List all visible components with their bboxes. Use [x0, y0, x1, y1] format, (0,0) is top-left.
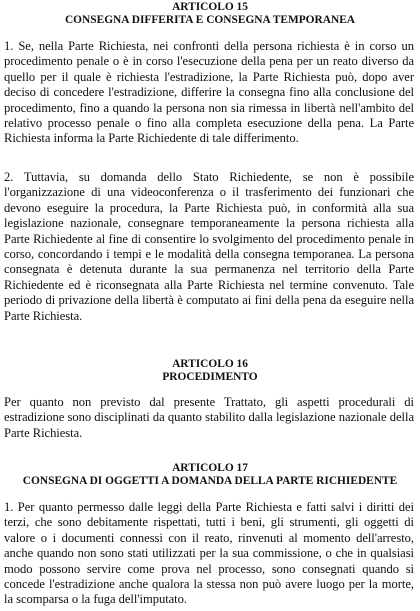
article-15-paragraph-1: 1. Se, nella Parte Richiesta, nei confronti della persona richiesta è in corso un procedimento penale o è in corso l'esecuzione della pena per un reato diverso da quello per il quale è richiesta l'estradizione, la Parte Richiesta può, dopo aver deciso di concedere l'estradizione, differire la consegna fino alla conclusione del procedimento, fino a quando la persona non sia rimessa in libertà nell'ambito del relativo processo penale o fino alla completa esecuzione della pena. La Parte Richiesta informa la Parte Richiedente di tale differimento.	[4, 39, 414, 146]
article-16-number: ARTICOLO 16	[172, 358, 248, 370]
article-16-paragraph-1: Per quanto non previsto dal presente Trattato, gli aspetti procedurali di estradizione sono disciplinati da quanto stabilito dalla legislazione nazionale della Parte Richiesta.	[4, 395, 414, 440]
article-17-number: ARTICOLO 17	[172, 462, 248, 474]
article-16-title: PROCEDIMENTO	[162, 371, 258, 383]
article-17-title: CONSEGNA DI OGGETTI A DOMANDA DELLA PARTE RICHIEDENTE	[22, 475, 398, 487]
article-15-number: ARTICOLO 15	[172, 1, 248, 13]
article-15-paragraph-2: 2. Tuttavia, su domanda dello Stato Richiedente, se non è possibile l'organizzazione di una videoconferenza o il trasferimento dei funzionari che devono eseguire la procedura, la Parte Richiesta può, in conformità alla sua legislazione nazionale, consegnare temporaneamente la persona richiesta alla Parte Richiedente al fine di consentire lo svolgimento del procedimento penale in corso, concordando i tempi e le modalità della consegna temporanea. La persona consegnata è detenuta durante la sua permanenza nel territorio della Parte Richiedente ed è riconsegnata alla Parte Richiesta nel termine convenuto. Tale periodo di privazione della libertà è computato ai fini della pena da eseguire nella Parte Richiesta.	[4, 170, 414, 323]
article-17-paragraph-1: 1. Per quanto permesso dalle leggi della Parte Richiesta e fatti salvi i diritti dei terzi, che sono debitamente rispettati, tutti i beni, gli strumenti, gli oggetti di valore o i documenti connessi con il reato, rinvenuti al momento dell'arresto, anche quando non sono stati utilizzati per la sua commissione, o che in qualsiasi modo possono servire come prova nel processo, sono consegnati quando si concede l'estradizione anche qualora la stessa non può avere luogo per la morte, la scomparsa o la fuga dell'imputato.	[4, 500, 414, 607]
article-15-title: CONSEGNA DIFFERITA E CONSEGNA TEMPORANEA	[64, 14, 356, 26]
